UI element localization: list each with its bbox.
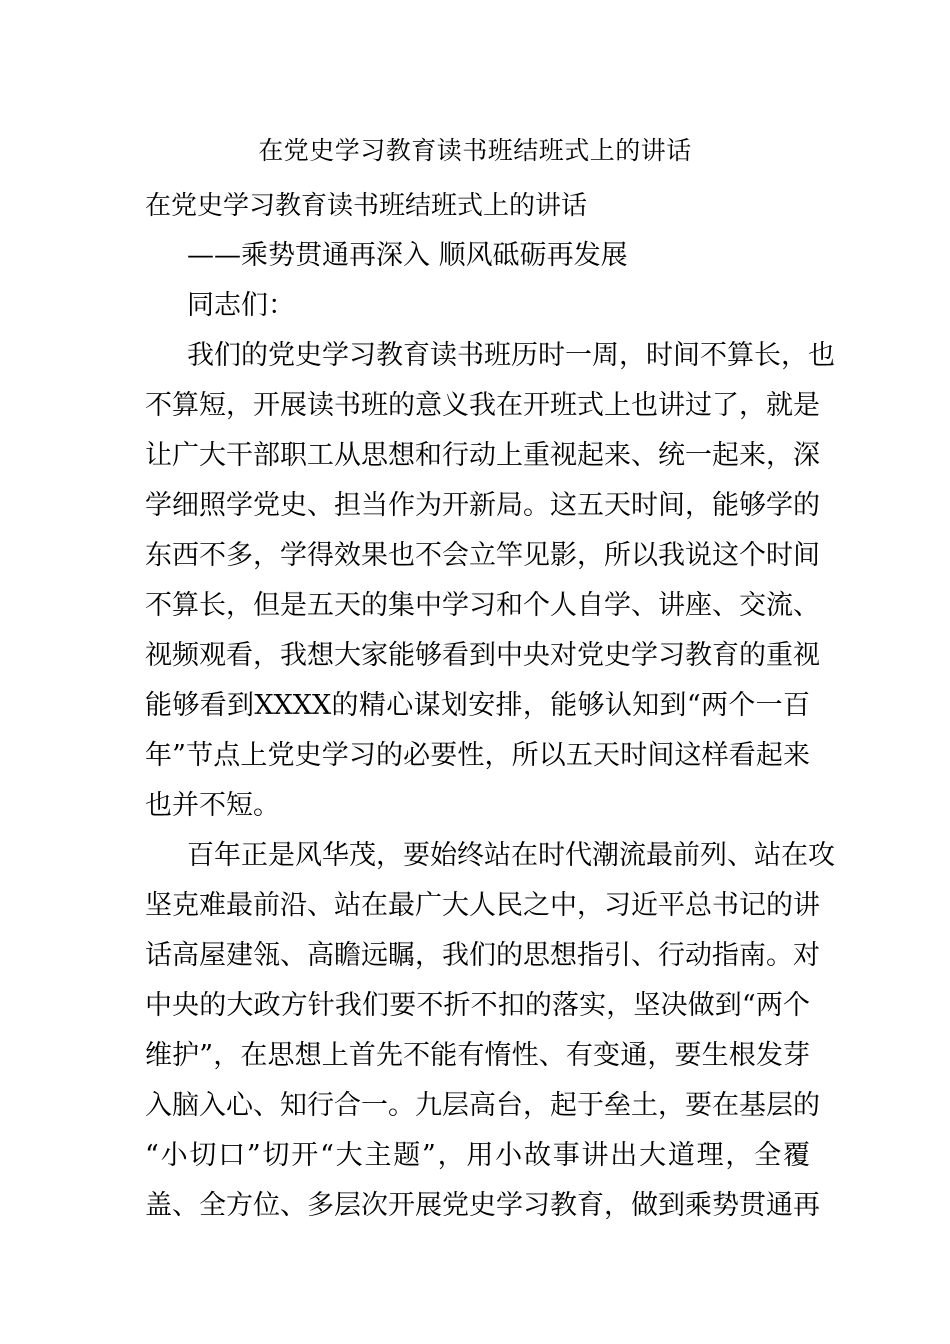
paragraph-line: 让广大干部职工从思想和行动上重视起来、统一起来，深: [145, 440, 820, 471]
paragraph-line: 维护”，在思想上首先不能有惰性、有变通，要生根发芽: [145, 1040, 810, 1071]
paragraph-line: “小切口”切开“大主题”，用小故事讲出大道理，全覆: [145, 1140, 810, 1171]
paragraph-line: 入脑入心、知行合一。九层高台，起于垒土，要在基层的: [145, 1090, 820, 1121]
document-body: [145, 181, 835, 1231]
paragraph-line: 年”节点上党史学习的必要性，所以五天时间这样看起来: [145, 740, 810, 771]
paragraph-line: 盖、全方位、多层次开展党史学习教育，做到乘势贯通再: [145, 1190, 820, 1221]
paragraph-line: 我们的党史学习教育读书班历时一周，时间不算长，也: [187, 340, 835, 371]
paragraph-line: 坚克难最前沿、站在最广大人民之中，习近平总书记的讲: [145, 890, 820, 921]
paragraph-line: 话高屋建瓴、高瞻远瞩，我们的思想指引、行动指南。对: [145, 940, 820, 971]
speech-heading: 在党史学习教育读书班结班式上的讲话: [145, 191, 588, 221]
paragraph-line: 视频观看，我想大家能够看到中央对党史学习教育的重视: [145, 640, 820, 671]
salutation: 同志们：: [187, 290, 295, 321]
paragraph-line: 东西不多，学得效果也不会立竿见影，所以我说这个时间: [145, 540, 820, 571]
speech-subtitle: ——乘势贯通再深入 顺风砥砺再发展: [187, 240, 628, 271]
paragraph-line: 学细照学党史、担当作为开新局。这五天时间，能够学的: [145, 490, 820, 521]
document-title: 在党史学习教育读书班结班式上的讲话: [258, 136, 692, 165]
paragraph-line: 中央的大政方针我们要不折不扣的落实，坚决做到“两个: [145, 990, 810, 1021]
paragraph-line: 能够看到XXXX的精心谋划安排，能够认知到“两个一百: [145, 690, 810, 721]
paragraph-2: [145, 831, 835, 1231]
paragraph-1: [145, 331, 835, 831]
paragraph-line: 也并不短。: [145, 790, 280, 821]
paragraph-line: 百年正是风华茂，要始终站在时代潮流最前列、站在攻: [187, 840, 835, 871]
paragraph-line: 不算短，开展读书班的意义我在开班式上也讲过了，就是: [145, 390, 820, 421]
paragraph-line: 不算长，但是五天的集中学习和个人自学、讲座、交流、: [145, 590, 820, 621]
